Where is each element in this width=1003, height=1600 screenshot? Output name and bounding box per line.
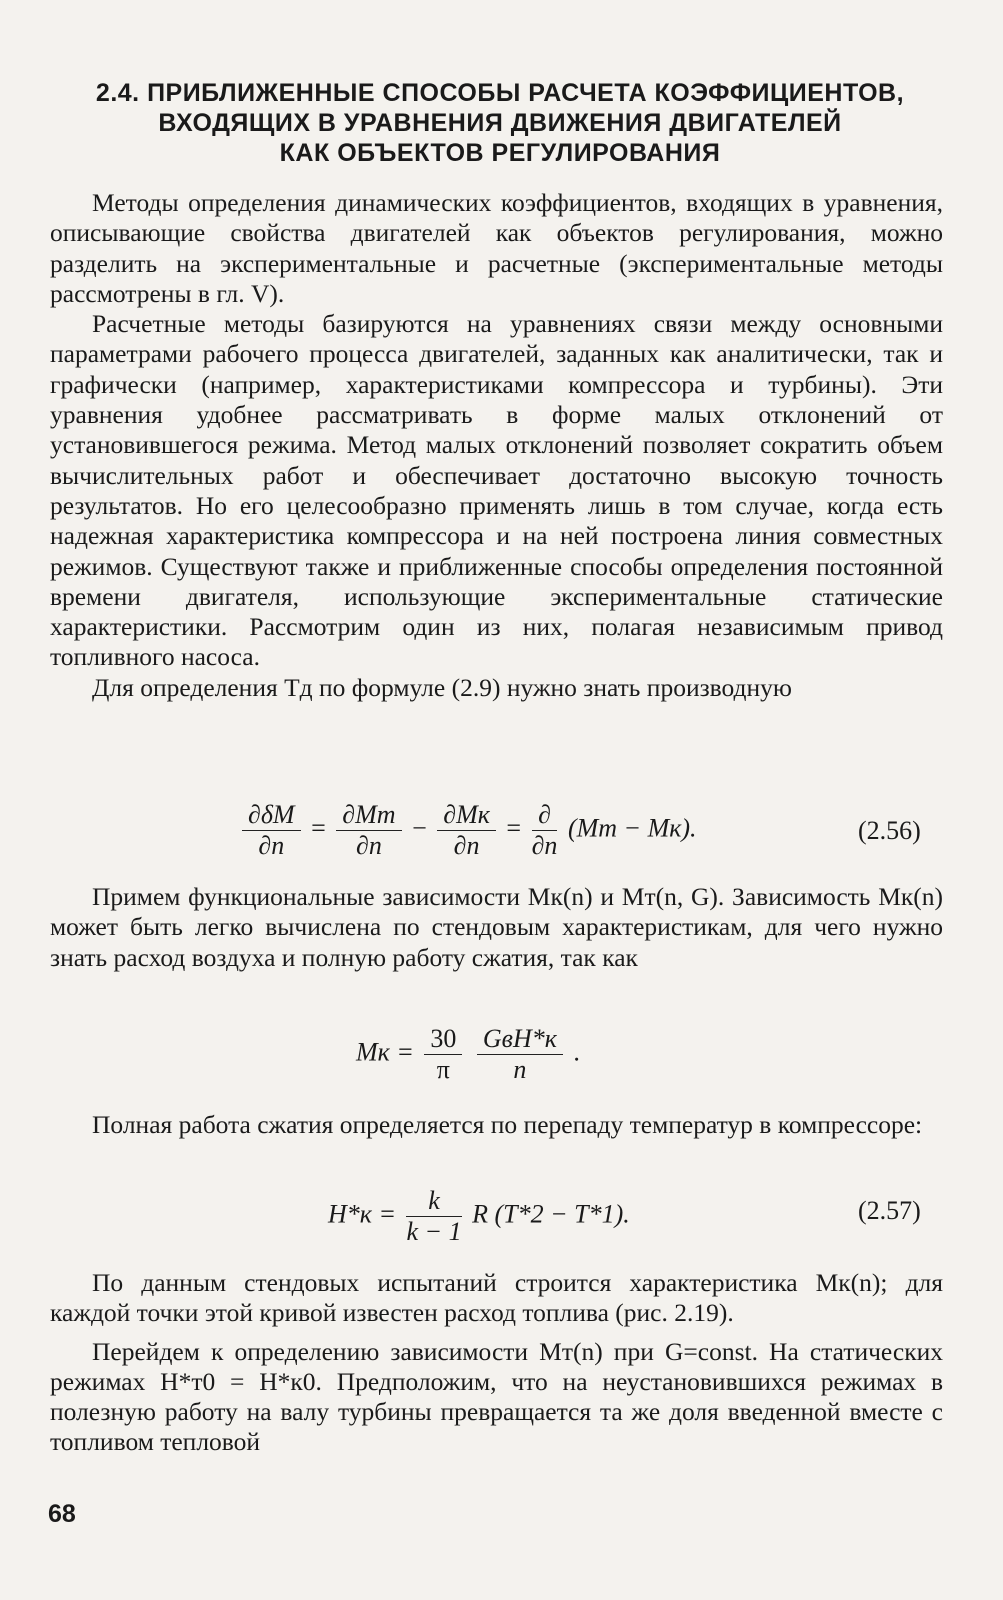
heading-line-1: 2.4. ПРИБЛИЖЕННЫЕ СПОСОБЫ РАСЧЕТА КОЭФФИЦИЕНТОВ, — [95, 79, 905, 107]
equation-2-57: H*к = $\frac{k}{k - 1}$ R (T*2 − T*1). — [328, 1186, 630, 1246]
paragraph-derivative-intro: Для определения Tд по формуле (2.9) нужно знать производную — [92, 672, 792, 702]
text-block-4 — [50, 1268, 943, 1458]
text-block-2 — [50, 882, 943, 973]
paragraph-turbine-dependence: Перейдем к определению зависимости Mт(n) при G=const. На статических режимах H*т0 = H*к0. Предположим, что на неустановившихся режимах в полезную работу на валу турбины превращается та же доля введенной вместе с топливом тепловой — [50, 1336, 943, 1457]
paragraph-functional-deps: Примем функциональные зависимости Mк(n) и Mт(n, G). Зависимость Mк(n) может быть легко вычислена по стендовым характеристикам, для чего нужно знать расход воздуха и полную работу сжатия, так как — [50, 882, 943, 972]
heading-line-2: ВХОДЯЩИХ В УРАВНЕНИЯ ДВИЖЕНИЯ ДВИГАТЕЛЕЙ — [158, 109, 842, 137]
text-block-3 — [50, 1110, 943, 1140]
paragraph-methods: Методы определения динамических коэффициентов, входящих в уравнения, описывающие свойства двигателей как объектов регулирования, можно разделить на экспериментальные и расчетные (экспериментальные методы рассмотрены в гл. V). — [50, 188, 943, 308]
fraction-gh-n: $\frac{\text{GвH*к}}{n}$ — [477, 1024, 563, 1085]
equation-number-2-56: (2.56) — [858, 816, 921, 845]
fraction-3: $\frac{\partial Mк}{\partial n}$ — [437, 800, 496, 861]
fraction-30-pi: $\frac{30}{\pi}$ — [424, 1024, 462, 1085]
fraction-k: $\frac{k}{k - 1}$ — [406, 1186, 462, 1246]
section-heading — [60, 78, 940, 168]
page-number: 68 — [48, 1500, 76, 1528]
heading-line-3: КАК ОБЪЕКТОВ РЕГУЛИРОВАНИЯ — [279, 139, 721, 167]
equation-mk: Mк = $\frac{30}{\pi}$ $\frac{\text{GвH*к}}{n}$ . — [356, 1024, 580, 1084]
paragraph-bench-tests: По данным стендовых испытаний строится характеристика Mк(n); для каждой точки этой кривой известен расход топлива (рис. 2.19). — [50, 1268, 943, 1328]
fraction-2: $\frac{\partial Mт}{\partial n}$ — [336, 800, 401, 861]
text-block-1 — [50, 188, 943, 703]
fraction-4: $\frac{\partial}{\partial n}$ — [531, 800, 558, 860]
equation-number-2-57: (2.57) — [858, 1196, 921, 1225]
fraction-1: $\frac{\partial\delta M}{\partial n}$ — [242, 800, 301, 861]
paragraph-compression-work: Полная работа сжатия определяется по перепаду температур в компрессоре: — [92, 1110, 923, 1139]
equation-2-56: $\frac{\partial\delta M}{\partial n}$ = $\frac{\partial Mт}{\partial n}$ − $\frac{\partial Mк}{\partial n}$ = $\frac{\partial}{\partial n}$ (Mт − Mк). — [238, 800, 697, 861]
paragraph-calc-methods: Расчетные методы базируются на уравнениях связи между основными параметрами рабочего процесса двигателей, заданных как аналитически, так и графически (например, характеристиками компрессора и турбины). Эти уравнения удобнее рассматривать в форме малых отклонений от установившегося режима. Метод малых отклонений позволяет сократить объем вычислительных работ и обеспечивает достаточно высокую точность результатов. Но его целесообразно применять лишь в том случае, когда есть надежная характеристика компрессора и на ней построена линия совместных режимов. Существуют также и приближенные способы определения постоянной времени двигателя, использующие экспериментальные статические характеристики. Рассмотрим один из них, полагая независимым привод топливного насоса. — [50, 309, 943, 672]
